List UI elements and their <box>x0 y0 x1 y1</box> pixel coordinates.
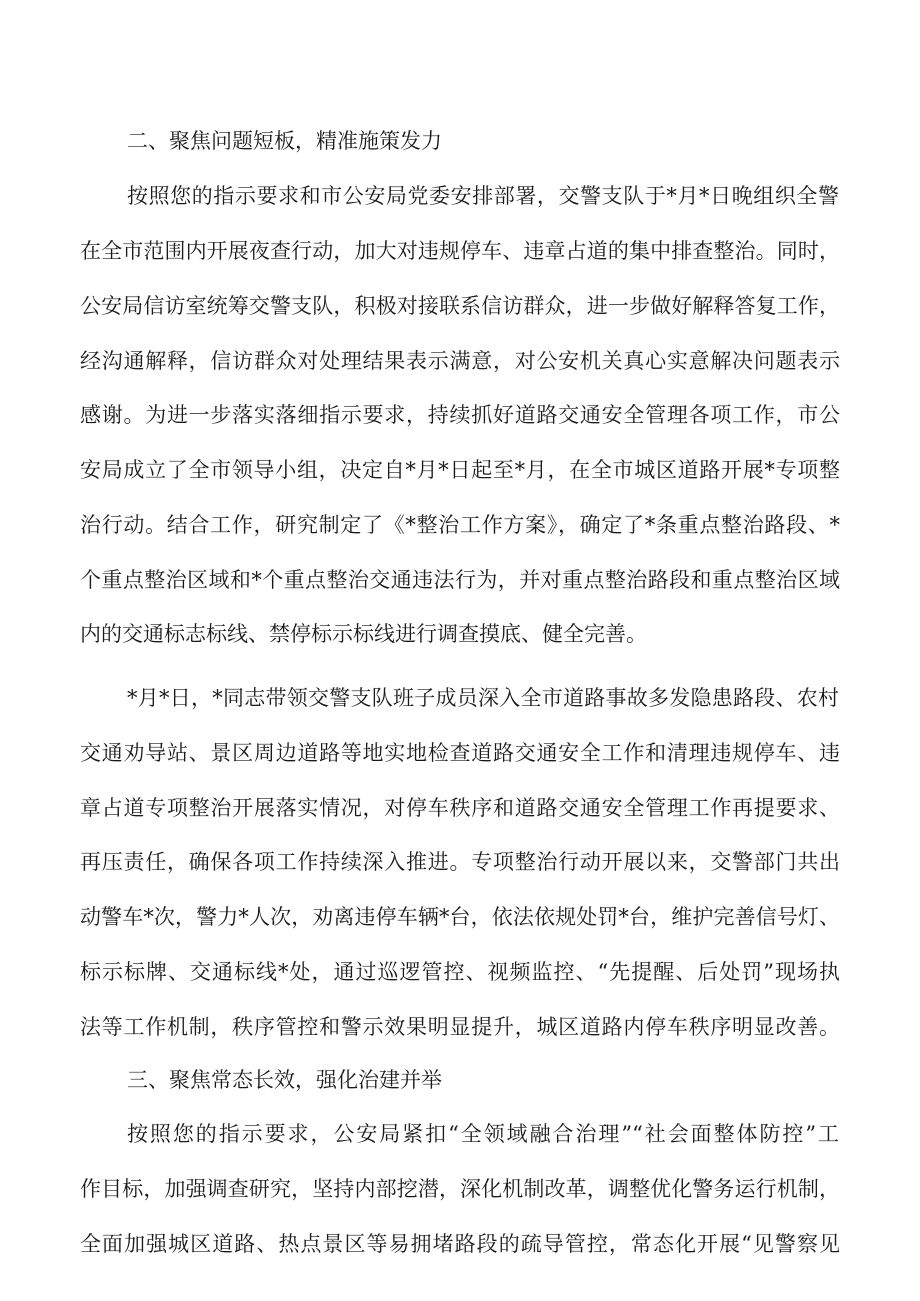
paragraph-line: 章占道专项整治开展落实情况，对停车秩序和道路交通安全管理工作再提要求、 <box>80 796 840 820</box>
heading-section-3: 三、聚焦常态长效，强化治建并举 <box>127 1068 442 1092</box>
paragraph-line: 安局成立了全市领导小组，决定自*月*日起至*月，在全市城区道路开展*专项整 <box>80 458 840 482</box>
paragraph-line: 标示标牌、交通标线*处，通过巡逻管控、视频监控、“先提醒、后处罚”现场执 <box>80 960 840 984</box>
paragraph-line: 作目标，加强调查研究，坚持内部挖潜，深化机制改革，调整优化警务运行机制， <box>80 1177 840 1201</box>
heading-section-2: 二、聚焦问题短板，精准施策发力 <box>127 129 442 153</box>
paragraph-line: 个重点整治区域和*个重点整治交通违法行为，并对重点整治路段和重点整治区域 <box>80 568 840 592</box>
paragraph-line: 内的交通标志标线、禁停标示标线进行调查摸底、健全完善。 <box>80 622 647 646</box>
paragraph-line: 经沟通解释，信访群众对处理结果表示满意，对公安机关真心实意解决问题表示 <box>80 349 840 373</box>
paragraph-line: 感谢。为进一步落实落细指示要求，持续抓好道路交通安全管理各项工作，市公 <box>80 403 840 427</box>
paragraph-line: 全面加强城区道路、热点景区等易拥堵路段的疏导管控，常态化开展“见警察见 <box>80 1232 840 1256</box>
paragraph-line: 动警车*次，警力*人次，劝离违停车辆*台，依法依规处罚*台，维护完善信号灯、 <box>80 905 840 929</box>
paragraph-line: 按照您的指示要求和市公安局党委安排部署，交警支队于*月*日晚组织全警 <box>127 184 839 208</box>
paragraph-line: 交通劝导站、景区周边道路等地实地检查道路交通安全工作和清理违规停车、违 <box>80 741 840 765</box>
paragraph-line: 治行动。结合工作，研究制定了《*整治工作方案》，确定了*条重点整治路段、* <box>80 513 840 537</box>
paragraph-line: *月*日，*同志带领交警支队班子成员深入全市道路事故多发隐患路段、农村 <box>127 686 839 710</box>
paragraph-line: 再压责任，确保各项工作持续深入推进。专项整治行动开展以来，交警部门共出 <box>80 850 840 874</box>
paragraph-line: 法等工作机制，秩序管控和警示效果明显提升，城区道路内停车秩序明显改善。 <box>80 1015 840 1039</box>
paragraph-line: 在全市范围内开展夜查行动，加大对违规停车、违章占道的集中排查整治。同时， <box>80 239 840 263</box>
paragraph-line: 公安局信访室统筹交警支队，积极对接联系信访群众，进一步做好解释答复工作， <box>80 294 840 318</box>
paragraph-line: 按照您的指示要求，公安局紧扣“全领域融合治理”“社会面整体防控”工 <box>127 1122 839 1146</box>
